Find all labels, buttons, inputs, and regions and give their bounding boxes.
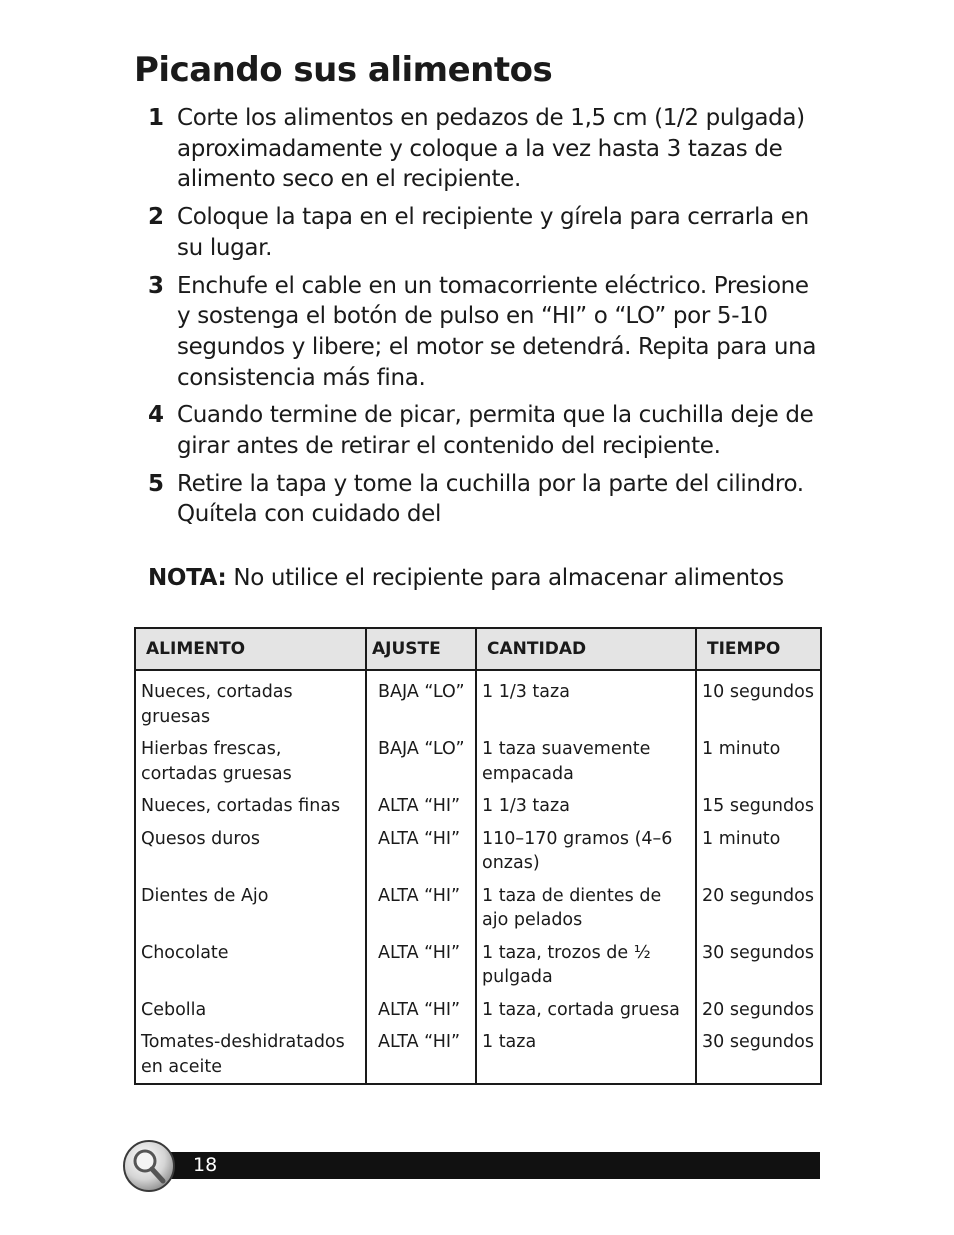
cell-cantidad: 1 1/3 taza bbox=[476, 670, 696, 733]
cell-cantidad: 1 taza, trozos de ½ pulgada bbox=[476, 937, 696, 994]
note-text: No utilice el recipiente para almacenar alimentos bbox=[233, 565, 784, 591]
step-text: Enchufe el cable en un tomacorriente eléctrico. Presione y sostenga el botón de pulso en “HI” o “LO” por 5-10 segundos y libere; el motor se detendrá. Repita para una consistencia más fina. bbox=[177, 272, 817, 391]
cell-alimento: Quesos duros bbox=[141, 828, 260, 849]
step-text: Coloque la tapa en el recipiente y gírela para cerrarla en su lugar. bbox=[177, 204, 809, 261]
cell-alimento: Hierbas frescas, cortadas gruesas bbox=[141, 739, 292, 784]
step-item bbox=[148, 400, 828, 461]
cell-ajuste: BAJA “LO” bbox=[366, 733, 476, 790]
header-alimento: ALIMENTO bbox=[135, 628, 366, 670]
table-row bbox=[135, 937, 821, 994]
cell-tiempo: 15 segundos bbox=[696, 790, 821, 823]
cell-alimento: Nueces, cortadas finas bbox=[141, 796, 341, 816]
cell-alimento: Tomates-deshidratados en aceite bbox=[141, 1032, 345, 1077]
cell-tiempo: 10 segundos bbox=[696, 670, 821, 733]
cell-tiempo: 30 segundos bbox=[696, 937, 821, 994]
step-item bbox=[148, 469, 828, 530]
header-cantidad: CANTIDAD bbox=[476, 628, 696, 670]
page-number: 18 bbox=[193, 1154, 218, 1176]
table-row bbox=[135, 670, 821, 733]
cell-ajuste: BAJA “LO” bbox=[366, 670, 476, 733]
cell-ajuste: ALTA “HI” bbox=[366, 880, 476, 937]
step-item bbox=[148, 271, 828, 394]
magnifying-glass-icon bbox=[122, 1139, 176, 1193]
header-ajuste: AJUSTE bbox=[366, 628, 476, 670]
cell-tiempo: 20 segundos bbox=[696, 880, 821, 937]
header-tiempo: TIEMPO bbox=[696, 628, 821, 670]
step-text: Retire la tapa y tome la cuchilla por la parte del cilindro. Quítela con cuidado del bbox=[177, 470, 804, 528]
table-row bbox=[135, 733, 821, 790]
cell-cantidad: 1 taza, cortada gruesa bbox=[476, 994, 696, 1027]
cell-ajuste: ALTA “HI” bbox=[366, 790, 476, 823]
page-title: Picando sus alimentos bbox=[134, 50, 553, 90]
step-number: 3 bbox=[148, 272, 165, 299]
cell-ajuste: ALTA “HI” bbox=[366, 994, 476, 1027]
cell-alimento: Dientes de Ajo bbox=[141, 885, 269, 906]
cell-ajuste: ALTA “HI” bbox=[366, 937, 476, 994]
step-number: 4 bbox=[148, 402, 165, 429]
cell-ajuste: ALTA “HI” bbox=[366, 823, 476, 880]
table-row bbox=[135, 1026, 821, 1084]
table-header-row bbox=[135, 628, 821, 670]
cell-cantidad: 1 taza de dientes de ajo pelados bbox=[476, 880, 696, 937]
cell-alimento: Cebolla bbox=[141, 999, 207, 1020]
table-row bbox=[135, 880, 821, 937]
footer-bar bbox=[152, 1152, 820, 1179]
cell-tiempo: 1 minuto bbox=[696, 823, 821, 880]
cell-alimento: Nueces, cortadas gruesas bbox=[141, 682, 293, 727]
step-number: 1 bbox=[148, 105, 165, 131]
step-item bbox=[148, 202, 828, 263]
table-row bbox=[135, 823, 821, 880]
chopping-guide-table bbox=[134, 627, 822, 1085]
note-label: NOTA: bbox=[148, 565, 227, 591]
cell-cantidad: 1 taza suavemente empacada bbox=[476, 733, 696, 790]
instruction-steps bbox=[148, 103, 828, 537]
step-text: Corte los alimentos en pedazos de 1,5 cm (1/2 pulgada) aproximadamente y coloque a la vez hasta 3 tazas de alimento seco en el recipiente. bbox=[177, 105, 805, 193]
step-item bbox=[148, 103, 828, 195]
note bbox=[148, 563, 784, 593]
cell-alimento: Chocolate bbox=[141, 942, 229, 963]
cell-cantidad: 1 1/3 taza bbox=[476, 790, 696, 823]
cell-cantidad: 110–170 gramos (4–6 onzas) bbox=[476, 823, 696, 880]
step-number: 2 bbox=[148, 204, 165, 231]
step-text: Cuando termine de picar, permita que la cuchilla deje de girar antes de retirar el contenido del recipiente. bbox=[177, 402, 814, 460]
table-row bbox=[135, 790, 821, 823]
step-number: 5 bbox=[148, 470, 165, 497]
cell-ajuste: ALTA “HI” bbox=[366, 1026, 476, 1084]
cell-cantidad: 1 taza bbox=[476, 1026, 696, 1084]
table-row bbox=[135, 994, 821, 1027]
cell-tiempo: 30 segundos bbox=[696, 1026, 821, 1084]
cell-tiempo: 20 segundos bbox=[696, 994, 821, 1027]
cell-tiempo: 1 minuto bbox=[696, 733, 821, 790]
